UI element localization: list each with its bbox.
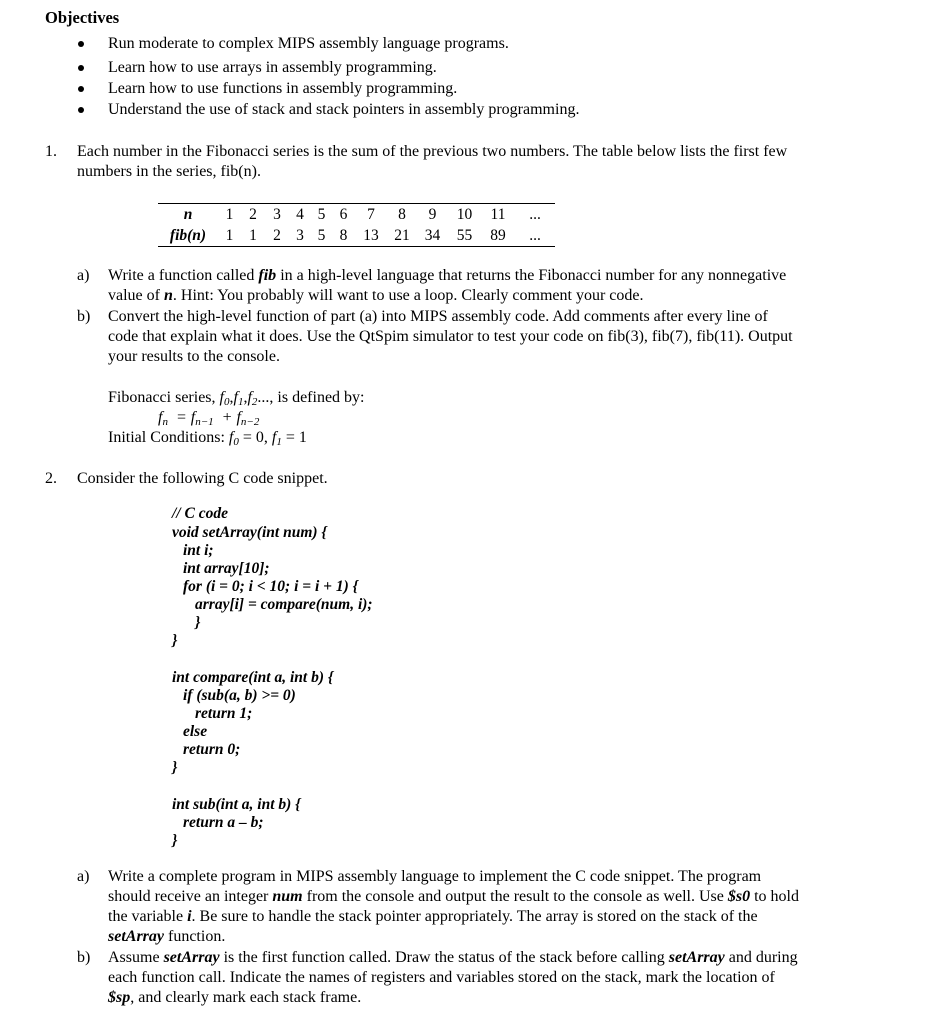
fib-table-fib-header: fib(n) bbox=[169, 226, 207, 244]
fib-table-header-row bbox=[158, 204, 555, 226]
q1b-line1: Convert the high-level function of part (a) into MIPS assembly code. Add comments after every line of bbox=[108, 308, 768, 325]
fib-table bbox=[158, 203, 555, 247]
q2a-label: a) bbox=[77, 868, 90, 885]
code-line: int compare(int a, int b) { bbox=[172, 669, 334, 686]
bullet-icon bbox=[78, 41, 84, 47]
fib-table-cell: 8 bbox=[339, 226, 348, 244]
code-line: else bbox=[183, 723, 208, 740]
fib-table-cell: 6 bbox=[339, 205, 348, 223]
code-line: if (sub(a, b) >= 0) bbox=[183, 687, 296, 704]
fib-table-n-header: n bbox=[183, 205, 193, 223]
code-line: array[i] = compare(num, i); bbox=[195, 596, 373, 613]
code-line: return 0; bbox=[183, 741, 241, 758]
fib-table-cell: 7 bbox=[367, 205, 375, 223]
code-line: void setArray(int num) { bbox=[172, 524, 327, 541]
fib-table-cell: 2 bbox=[273, 226, 281, 244]
q2a-line1: Write a complete program in MIPS assembly language to implement the C code snippet. The program bbox=[108, 868, 762, 885]
code-line: return 1; bbox=[195, 705, 253, 722]
q2-intro: Consider the following C code snippet. bbox=[77, 470, 328, 487]
fib-table-cell: 8 bbox=[398, 205, 406, 223]
bullet-icon bbox=[78, 86, 84, 92]
objective-item: Understand the use of stack and stack pointers in assembly programming. bbox=[108, 101, 580, 118]
fib-table-cell: 89 bbox=[490, 226, 506, 244]
objectives-title: Objectives bbox=[45, 8, 120, 27]
q1-number: 1. bbox=[45, 143, 57, 160]
code-line: int array[10]; bbox=[183, 560, 270, 577]
q2a-line3: the variable i. Be sure to handle the stack pointer appropriately. The array is stored on the stack of the bbox=[108, 908, 758, 925]
q2a-line4: setArray function. bbox=[108, 928, 226, 945]
fib-table-cell: 1 bbox=[249, 226, 257, 244]
fib-table-cell: 3 bbox=[296, 226, 304, 244]
q1b-line2: code that explain what it does. Use the QtSpim simulator to test your code on fib(3), fib(7), fib(11). Output bbox=[108, 328, 793, 345]
fib-initial-conditions: Initial Conditions: $f_0 = 0$, $f_1 = 1$ bbox=[108, 429, 307, 448]
q2-number: 2. bbox=[45, 470, 57, 487]
fib-table-cell: 9 bbox=[428, 205, 437, 223]
fib-definition-line1: Fibonacci series, $f_0,f_1,f_2$..., is defined by: bbox=[108, 389, 365, 408]
q2b-label: b) bbox=[77, 949, 91, 966]
q1a-line1: Write a function called fib in a high-level language that returns the Fibonacci number for any nonnegative bbox=[108, 267, 787, 284]
fib-table-cell: 1 bbox=[225, 226, 234, 244]
q1a-line2: value of n. Hint: You probably will want to use a loop. Clearly comment your code. bbox=[108, 287, 644, 304]
code-line: } bbox=[195, 614, 201, 631]
code-line: return a – b; bbox=[183, 814, 264, 831]
fib-table-cell: 13 bbox=[363, 226, 379, 244]
code-line: int sub(int a, int b) { bbox=[172, 796, 301, 813]
fib-table-cell: 10 bbox=[456, 205, 473, 223]
bullet-icon bbox=[78, 65, 84, 71]
fib-table-cell: ... bbox=[529, 226, 541, 244]
fib-table-cell: 55 bbox=[456, 226, 473, 244]
code-line: } bbox=[172, 759, 178, 776]
code-line: // C code bbox=[172, 505, 228, 522]
fib-table-values-row bbox=[158, 225, 555, 247]
code-line: int i; bbox=[183, 542, 214, 559]
fib-table-cell: 21 bbox=[394, 226, 410, 244]
fib-table-cell: 3 bbox=[273, 205, 281, 223]
q1-intro-line1: Each number in the Fibonacci series is the sum of the previous two numbers. The table below lists the first few bbox=[77, 143, 788, 160]
code-line: } bbox=[172, 632, 178, 649]
q1-intro-line2: numbers in the series, fib(n). bbox=[77, 163, 261, 180]
fib-table-cell: 11 bbox=[490, 205, 506, 223]
bullet-icon bbox=[78, 107, 84, 113]
fib-table-cell: ... bbox=[529, 205, 541, 223]
fib-table-cell: 34 bbox=[424, 226, 441, 244]
fib-table-cell: 4 bbox=[296, 205, 304, 223]
q1a-label: a) bbox=[77, 267, 90, 284]
fib-table-cell: 5 bbox=[317, 226, 326, 244]
code-line: for (i = 0; i < 10; i = i + 1) { bbox=[183, 578, 359, 595]
fib-table-cell: 5 bbox=[317, 205, 326, 223]
fib-recurrence-formula: $f_n = f_{n-1} + f_{n-2}$ bbox=[158, 409, 260, 428]
objective-item: Learn how to use arrays in assembly programming. bbox=[108, 59, 437, 76]
fib-table-cell: 1 bbox=[225, 205, 234, 223]
q2a-line2: should receive an integer num from the console and output the result to the console as well. Use $s0 to hold bbox=[108, 888, 799, 905]
objective-item: Learn how to use functions in assembly programming. bbox=[108, 80, 458, 97]
q1b-label: b) bbox=[77, 308, 91, 325]
q2b-line2: each function call. Indicate the names of registers and variables stored on the stack, mark the location of bbox=[108, 969, 775, 986]
q1b-line3: your results to the console. bbox=[108, 348, 280, 365]
fib-table-cell: 2 bbox=[249, 205, 257, 223]
q2b-line1: Assume setArray is the first function called. Draw the status of the stack before calling setArray and during bbox=[108, 949, 798, 966]
code-line: } bbox=[172, 832, 178, 849]
q2b-line3: $sp, and clearly mark each stack frame. bbox=[108, 989, 362, 1006]
objective-item: Run moderate to complex MIPS assembly language programs. bbox=[108, 35, 509, 52]
